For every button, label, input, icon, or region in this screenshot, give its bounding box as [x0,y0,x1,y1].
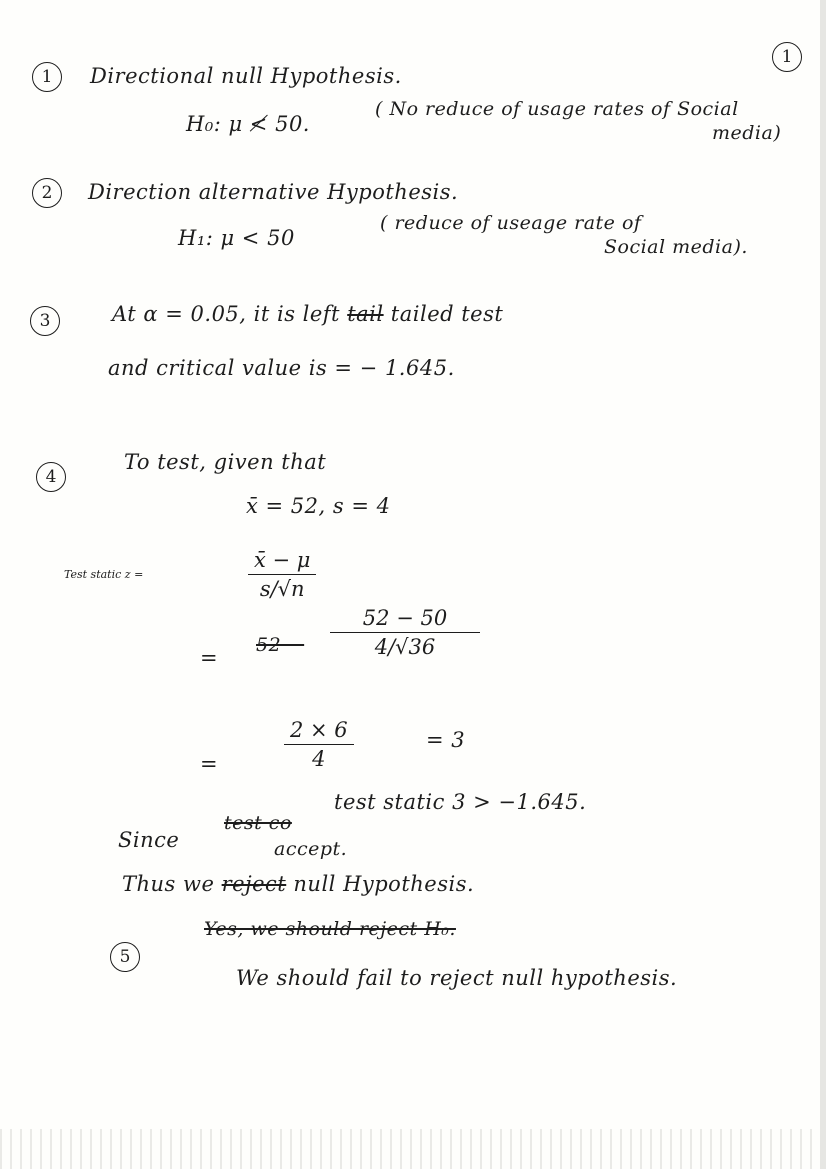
step-3-struck-word: tail [347,302,384,326]
step-5-struck-line: Yes, we should reject H₀. [204,918,456,940]
step-1-note-b: media) [712,122,782,144]
fraction-bar [248,574,316,575]
step-4-simplified-fraction [284,718,354,771]
step-4-since-struck: test co [224,812,292,834]
step-3-line-2: and critical value is = − 1.645. [108,356,455,380]
scan-edge-texture [0,1129,820,1169]
formula-numerator: x̄ − μ [254,548,311,572]
step-1-note-a: ( No reduce of usage rates of Social [375,98,739,120]
step-3-line-1 [112,302,503,326]
step-5-badge: 5 [110,942,140,972]
step-5-final-conclusion: We should fail to reject null hypothesis. [236,966,678,990]
step-2-note-a: ( reduce of useage rate of [380,212,642,234]
step-4-struck-value: 52 − [256,634,305,656]
step-4-given-values: x̄ = 52, s = 4 [246,494,391,518]
step-2-title: Direction alternative Hypothesis. [88,180,459,204]
step-3-line-1-a: At α = 0.05, it is left [112,302,341,326]
step-4-conclusion-a: Thus we [122,872,215,896]
step-1-null-hypothesis: H₀: μ ≮ 50. [186,112,310,136]
fraction-bar [330,632,480,633]
step-3-badge: 3 [30,306,60,336]
step-4-test-statistic-label: Test static z = [64,568,144,581]
step-4-equals-1: = [200,646,219,670]
simplified-numerator: 2 × 6 [290,718,348,742]
step-4-comparison: test static 3 > −1.645. [334,790,587,814]
page-number-badge: 1 [772,42,802,72]
simplified-denominator: 4 [312,747,326,771]
formula-denominator: s/√n [259,577,305,601]
step-4-since-word: Since [118,828,180,852]
step-4-conclusion-struck: reject [221,872,287,896]
step-4-formula-fraction [248,548,316,601]
step-4-result: = 3 [426,728,466,752]
step-4-conclusion [122,872,474,896]
step-1-badge: 1 [32,62,62,92]
step-2-badge: 2 [32,178,62,208]
fraction-bar [284,744,354,745]
step-3-line-1-b: tailed test [390,302,504,326]
step-4-substituted-fraction [330,606,480,659]
step-4-intro: To test, given that [124,450,327,474]
step-2-alternative-hypothesis: H₁: μ < 50 [178,226,295,250]
substituted-denominator: 4/√36 [374,635,436,659]
substituted-numerator: 52 − 50 [362,606,448,630]
step-2-note-b: Social media). [604,236,748,258]
step-1-title: Directional null Hypothesis. [90,64,402,88]
step-4-equals-2: = [200,752,219,776]
step-4-conclusion-b: null Hypothesis. [293,872,475,896]
step-4-badge: 4 [36,462,66,492]
step-4-accept-insert: accept. [274,838,348,860]
